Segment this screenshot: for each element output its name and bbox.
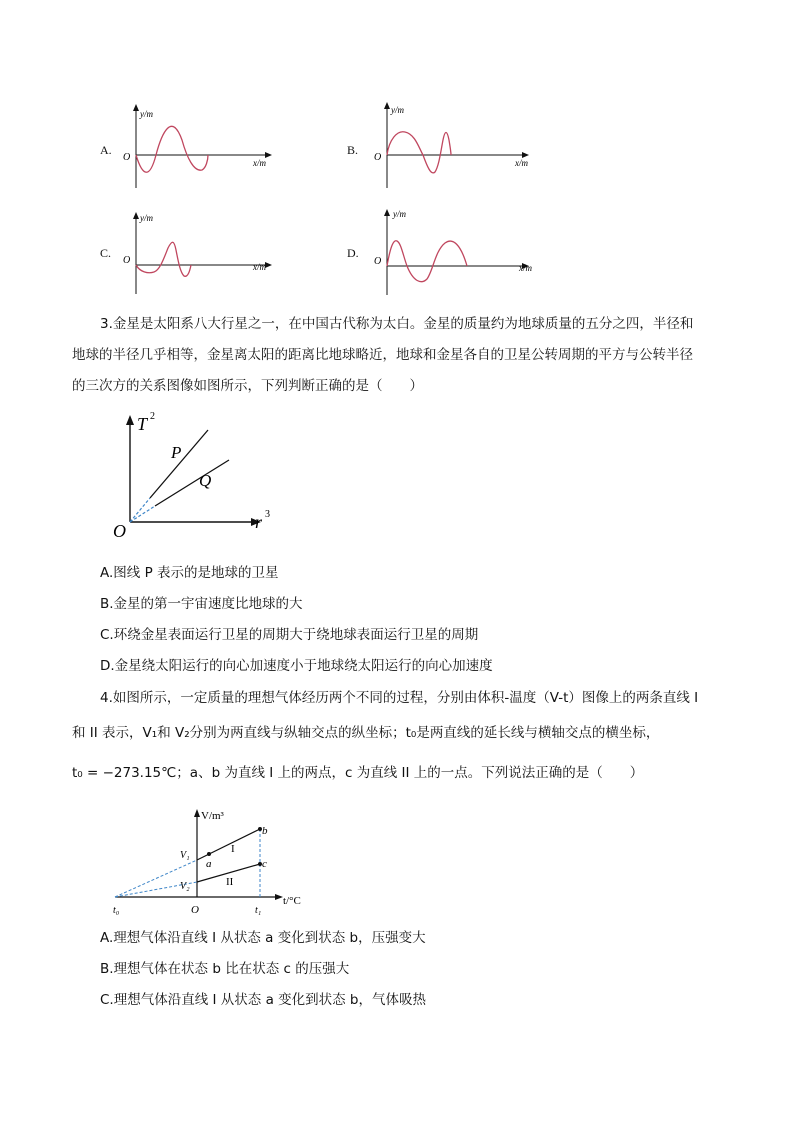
q4-option-c: C.理想气体沿直线 I 从状态 a 变化到状态 b，气体吸热 [100,992,426,1008]
label-b: b [262,825,268,837]
x-axis-label-t: t/°C [283,895,301,907]
q4-stem-line-1: 4.如图所示，一定质量的理想气体经历两个不同的过程，分别由体积-温度（V-t）图像上的两条直线 I [100,690,699,706]
label-c: c [262,858,267,870]
y-axis-label-v: V/m³ [201,810,224,822]
graph-option-c [98,208,278,303]
line-label-2: II [226,876,234,888]
q3-option-b: B.金星的第一宇宙速度比地球的大 [100,596,303,612]
x-axis-label-r: r [255,512,263,532]
q3-stem-line-1: 3.金星是太阳系八大行星之一，在中国古代称为太白。金星的质量约为地球质量的五分之四，半径和 [100,316,694,332]
graph-option-d [345,205,545,300]
option-label-b: B. [347,143,359,157]
origin-label: O [191,904,199,916]
x-axis-label-a: x/m [253,158,266,168]
q3-stem-line-2: 地球的半径几乎相等，金星离太阳的距离比地球略近，地球和金星各自的卫星公转周期的平方与公转半径 [72,347,693,363]
point-a [207,852,211,856]
q4-stem-line-3: t₀ = −273.15℃；a、b 为直线 I 上的两点，c 为直线 II 上的一点。下列说法正确的是（ ） [72,765,644,781]
t1-label: t₁ [255,905,262,916]
origin-label-d: O [374,256,382,267]
wave-plot-c [98,208,278,303]
v2-label: V₂ [180,881,190,892]
origin-label: O [113,521,126,541]
option-label-c: C. [100,246,112,260]
q3-option-c: C.环绕金星表面运行卫星的周期大于绕地球表面运行卫星的周期 [100,627,479,643]
q3-figure [105,410,285,545]
graph-option-b [345,100,545,195]
q3-option-a: A.图线 P 表示的是地球的卫星 [100,565,279,581]
option-label-a: A. [100,143,112,157]
y-axis-label-a: y/m [140,109,153,119]
origin-label-c: O [123,255,131,266]
x-axis-label-d: x/m [519,263,532,273]
line-label-q: Q [199,471,212,490]
y-axis-label-d: y/m [393,209,406,219]
q3-option-d: D.金星绕太阳运行的向心加速度小于地球绕太阳运行的向心加速度 [100,658,493,674]
wave-plot-d [345,205,545,300]
label-a: a [206,858,212,870]
v1-label: V₁ [180,850,190,861]
wave-plot-a [98,100,278,195]
origin-label-b: O [374,152,382,163]
x-axis-label-c: x/m [253,262,266,272]
graph-option-a [98,100,278,195]
y-axis-exponent: 2 [150,411,155,422]
line-label-p: P [171,443,182,462]
q4-stem-line-2: 和 II 表示，V₁和 V₂分别为两直线与纵轴交点的纵坐标；t₀是两直线的延长线与横轴交点的横坐标， [72,725,660,741]
wave-plot-b [345,100,545,195]
y-axis-label-b: y/m [391,105,404,115]
y-axis-label-T: T [137,414,148,434]
q4-figure [105,805,335,920]
origin-label-a: O [123,152,131,163]
t0-label: t₀ [113,905,120,916]
option-label-d: D. [347,246,359,260]
q4-option-b: B.理想气体在状态 b 比在状态 c 的压强大 [100,961,350,977]
q3-stem-line-3: 的三次方的关系图像如图所示，下列判断正确的是（ ） [72,378,423,394]
y-axis-label-c: y/m [140,213,153,223]
x-axis-exponent: 3 [265,509,270,520]
x-axis-label-b: x/m [515,158,528,168]
line-label-1: I [231,843,235,855]
q4-option-a: A.理想气体沿直线 I 从状态 a 变化到状态 b，压强变大 [100,930,426,946]
